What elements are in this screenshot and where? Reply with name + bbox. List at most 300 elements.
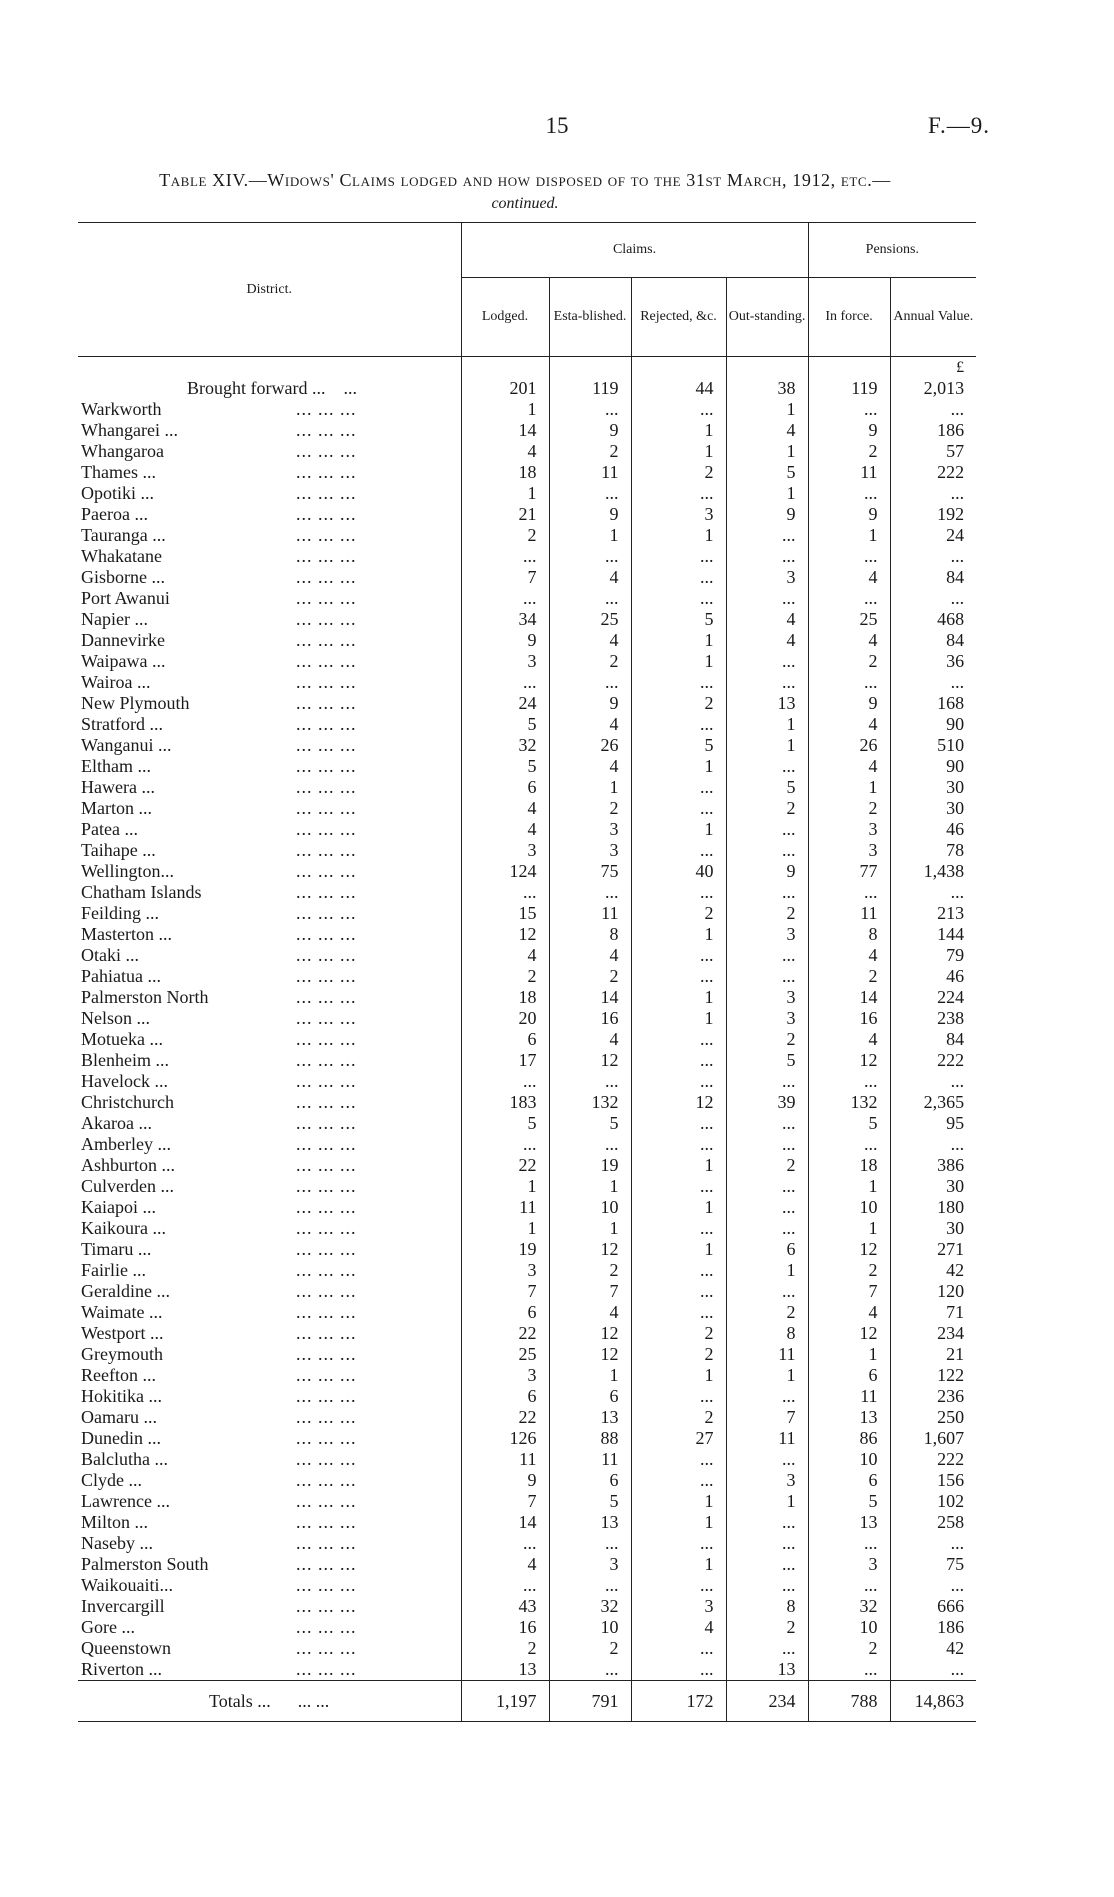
- table-row: [78, 798, 976, 819]
- total-established: 791: [549, 1681, 631, 1722]
- leader-dots: ... ... ...: [296, 651, 357, 671]
- totals-label: Totals ...: [209, 1691, 271, 1711]
- leader-dots: ... ... ...: [296, 819, 357, 839]
- district-name: Kaiapoi ...: [81, 1197, 156, 1217]
- table-row: [78, 861, 976, 882]
- rejected-cell: 40: [631, 861, 726, 882]
- established-cell: 12: [549, 1239, 631, 1260]
- rejected-cell: 1: [631, 630, 726, 651]
- outstanding-cell: 4: [726, 420, 808, 441]
- in-force-cell: 6: [808, 1470, 890, 1491]
- in-force-cell: ...: [808, 882, 890, 903]
- established-cell: 6: [549, 1470, 631, 1491]
- established-cell: 88: [549, 1428, 631, 1449]
- outstanding-cell: ...: [726, 1134, 808, 1155]
- lodged-cell: 7: [461, 567, 549, 588]
- rejected-cell: 4: [631, 1617, 726, 1638]
- in-force-cell: 6: [808, 1365, 890, 1386]
- annual-value-cell: 42: [946, 1638, 965, 1658]
- outstanding-cell: 2: [726, 1617, 808, 1638]
- outstanding-cell: ...: [726, 1113, 808, 1134]
- established-cell: 13: [549, 1407, 631, 1428]
- in-force-cell: 1: [808, 1218, 890, 1239]
- outstanding-cell: ...: [726, 1197, 808, 1218]
- bf-rejected: 44: [631, 378, 726, 399]
- lodged-cell: 12: [461, 924, 549, 945]
- in-force-header: In force.: [808, 278, 890, 357]
- rejected-cell: ...: [631, 1302, 726, 1323]
- leader-dots: ... ... ...: [296, 798, 357, 818]
- annual-value-cell: 222: [937, 1449, 965, 1469]
- table-row: [78, 1113, 976, 1134]
- rejected-cell: 1: [631, 756, 726, 777]
- established-cell: 2: [549, 651, 631, 672]
- table-row: [78, 756, 976, 777]
- established-cell: ...: [549, 399, 631, 420]
- leader-dots: ... ... ...: [296, 420, 357, 440]
- table-row: [78, 1029, 976, 1050]
- district-name: Wellington...: [81, 861, 175, 881]
- leader-dots: ... ... ...: [296, 525, 357, 545]
- leader-dots: ... ... ...: [296, 1029, 357, 1049]
- in-force-cell: 3: [808, 840, 890, 861]
- outstanding-cell: ...: [726, 546, 808, 567]
- district-name: Clyde ...: [81, 1470, 142, 1490]
- in-force-cell: 4: [808, 756, 890, 777]
- rejected-cell: ...: [631, 1050, 726, 1071]
- leader-dots: ... ... ...: [296, 1176, 357, 1196]
- annual-value-cell: ...: [950, 672, 965, 692]
- rejected-cell: ...: [631, 1281, 726, 1302]
- table-row: [78, 588, 976, 609]
- outstanding-cell: 5: [726, 1050, 808, 1071]
- annual-value-cell: ...: [950, 1071, 965, 1091]
- leader-dots: ... ... ...: [296, 1050, 357, 1070]
- in-force-cell: 7: [808, 1281, 890, 1302]
- established-cell: 6: [549, 1386, 631, 1407]
- leader-dots: ... ...: [297, 1691, 330, 1711]
- lodged-cell: ...: [461, 588, 549, 609]
- lodged-cell: 6: [461, 777, 549, 798]
- table-row: [78, 819, 976, 840]
- table-row: [78, 1512, 976, 1533]
- established-cell: 3: [549, 1554, 631, 1575]
- leader-dots: ... ... ...: [296, 1470, 357, 1490]
- in-force-cell: 4: [808, 567, 890, 588]
- in-force-cell: 11: [808, 462, 890, 483]
- leader-dots: ... ... ...: [296, 1575, 357, 1595]
- established-cell: 7: [549, 1281, 631, 1302]
- annual-value-cell: 180: [937, 1197, 965, 1217]
- lodged-cell: 7: [461, 1281, 549, 1302]
- widows-claims-table: [78, 222, 976, 1722]
- total-rejected: 172: [631, 1681, 726, 1722]
- outstanding-cell: ...: [726, 840, 808, 861]
- annual-value-cell: ...: [950, 1659, 965, 1679]
- leader-dots: ... ... ...: [296, 1512, 357, 1532]
- table-row: [78, 1449, 976, 1470]
- brought-forward-label: Brought forward ...: [187, 378, 326, 398]
- bf-outstanding: 38: [726, 378, 808, 399]
- leader-dots: ... ... ...: [296, 945, 357, 965]
- outstanding-cell: 5: [726, 462, 808, 483]
- annual-value-cell: 168: [937, 693, 965, 713]
- in-force-cell: ...: [808, 1575, 890, 1596]
- lodged-cell: ...: [461, 1575, 549, 1596]
- in-force-cell: 26: [808, 735, 890, 756]
- established-cell: 12: [549, 1050, 631, 1071]
- table-row: [78, 546, 976, 567]
- rejected-cell: ...: [631, 714, 726, 735]
- lodged-cell: 25: [461, 1344, 549, 1365]
- leader-dots: ... ... ...: [296, 1638, 357, 1658]
- district-name: Eltham ...: [81, 756, 151, 776]
- lodged-cell: 11: [461, 1449, 549, 1470]
- outstanding-cell: ...: [726, 1533, 808, 1554]
- established-cell: 2: [549, 441, 631, 462]
- district-name: Feilding ...: [81, 903, 160, 923]
- table-row: [78, 1239, 976, 1260]
- table-row: [78, 1344, 976, 1365]
- in-force-cell: ...: [808, 1659, 890, 1681]
- in-force-cell: 4: [808, 714, 890, 735]
- established-cell: 4: [549, 1029, 631, 1050]
- established-cell: 2: [549, 798, 631, 819]
- rejected-cell: 1: [631, 1197, 726, 1218]
- outstanding-cell: ...: [726, 945, 808, 966]
- document-reference: F.—9.: [928, 113, 990, 138]
- in-force-cell: ...: [808, 1134, 890, 1155]
- outstanding-header: Out-standing.: [726, 278, 808, 357]
- leader-dots: ... ... ...: [296, 1113, 357, 1133]
- district-name: Tauranga ...: [81, 525, 166, 545]
- in-force-cell: 9: [808, 693, 890, 714]
- annual-value-cell: 30: [946, 777, 965, 797]
- lodged-cell: 126: [461, 1428, 549, 1449]
- rejected-cell: ...: [631, 1218, 726, 1239]
- established-cell: ...: [549, 483, 631, 504]
- table-row: [78, 1134, 976, 1155]
- outstanding-cell: ...: [726, 756, 808, 777]
- district-name: Blenheim ...: [81, 1050, 169, 1070]
- rejected-cell: ...: [631, 483, 726, 504]
- table-row: [78, 1491, 976, 1512]
- district-name: Naseby ...: [81, 1533, 153, 1553]
- lodged-cell: 1: [461, 1176, 549, 1197]
- rejected-cell: 2: [631, 462, 726, 483]
- lodged-cell: 3: [461, 1260, 549, 1281]
- district-name: Amberley ...: [81, 1134, 171, 1154]
- lodged-cell: 4: [461, 798, 549, 819]
- rejected-cell: ...: [631, 966, 726, 987]
- in-force-cell: 4: [808, 1302, 890, 1323]
- table-row: [78, 840, 976, 861]
- rejected-cell: 2: [631, 903, 726, 924]
- rejected-cell: ...: [631, 1260, 726, 1281]
- in-force-cell: 2: [808, 966, 890, 987]
- claims-group-header: Claims.: [461, 223, 808, 278]
- annual-value-cell: ...: [950, 546, 965, 566]
- leader-dots: ... ... ...: [296, 1407, 357, 1427]
- annual-value-cell: 1,438: [923, 861, 965, 881]
- district-name: Thames ...: [81, 462, 156, 482]
- in-force-cell: 1: [808, 525, 890, 546]
- district-name: Reefton ...: [81, 1365, 156, 1385]
- district-name: Pahiatua ...: [81, 966, 161, 986]
- in-force-cell: 1: [808, 1176, 890, 1197]
- leader-dots: ... ... ...: [296, 1302, 357, 1322]
- outstanding-cell: 2: [726, 798, 808, 819]
- rejected-header: Rejected, &c.: [631, 278, 726, 357]
- lodged-cell: 15: [461, 903, 549, 924]
- in-force-cell: 10: [808, 1617, 890, 1638]
- outstanding-cell: ...: [726, 1176, 808, 1197]
- leader-dots: ... ... ...: [296, 630, 357, 650]
- outstanding-cell: 2: [726, 903, 808, 924]
- lodged-cell: 18: [461, 987, 549, 1008]
- district-name: Kaikoura ...: [81, 1218, 166, 1238]
- rejected-cell: ...: [631, 1659, 726, 1681]
- leader-dots: ... ... ...: [296, 882, 357, 902]
- leader-dots: ... ... ...: [296, 1491, 357, 1511]
- lodged-cell: 4: [461, 1554, 549, 1575]
- in-force-cell: 12: [808, 1239, 890, 1260]
- annual-value-cell: ...: [950, 1575, 965, 1595]
- leader-dots: ... ... ...: [296, 462, 357, 482]
- rejected-cell: ...: [631, 1029, 726, 1050]
- table-row: [78, 903, 976, 924]
- rejected-cell: 1: [631, 819, 726, 840]
- table-row: [78, 1008, 976, 1029]
- leader-dots: ... ... ...: [296, 1218, 357, 1238]
- leader-dots: ... ... ...: [296, 588, 357, 608]
- lodged-cell: 11: [461, 1197, 549, 1218]
- rejected-cell: 12: [631, 1092, 726, 1113]
- rejected-cell: 1: [631, 987, 726, 1008]
- table-row: [78, 1428, 976, 1449]
- in-force-cell: 11: [808, 903, 890, 924]
- annual-value-cell: 213: [937, 903, 965, 923]
- table-title: Table XIV.—Widows' Claims lodged and how disposed of to the 31st March, 1912, etc.—: [159, 170, 891, 190]
- outstanding-cell: 1: [726, 1260, 808, 1281]
- outstanding-cell: 3: [726, 987, 808, 1008]
- rejected-cell: 3: [631, 1596, 726, 1617]
- lodged-cell: 4: [461, 441, 549, 462]
- established-cell: ...: [549, 1575, 631, 1596]
- established-cell: 32: [549, 1596, 631, 1617]
- established-cell: 132: [549, 1092, 631, 1113]
- lodged-cell: ...: [461, 1533, 549, 1554]
- outstanding-cell: 9: [726, 504, 808, 525]
- district-name: Dunedin ...: [81, 1428, 161, 1448]
- annual-value-cell: 42: [946, 1260, 965, 1280]
- lodged-cell: 3: [461, 840, 549, 861]
- table-row: [78, 1050, 976, 1071]
- table-subtitle: continued.: [491, 195, 559, 212]
- table-row: [78, 1197, 976, 1218]
- leader-dots: ... ... ...: [296, 1071, 357, 1091]
- district-name: Motueka ...: [81, 1029, 163, 1049]
- rejected-cell: 2: [631, 1344, 726, 1365]
- established-cell: 5: [549, 1113, 631, 1134]
- in-force-cell: ...: [808, 1071, 890, 1092]
- annual-value-cell: 84: [946, 567, 965, 587]
- district-name: Waipawa ...: [81, 651, 166, 671]
- brought-forward-row: [78, 378, 976, 399]
- lodged-cell: ...: [461, 1134, 549, 1155]
- in-force-cell: 4: [808, 945, 890, 966]
- rejected-cell: ...: [631, 945, 726, 966]
- district-name: Taihape ...: [81, 840, 156, 860]
- in-force-cell: 86: [808, 1428, 890, 1449]
- table-row: [78, 1365, 976, 1386]
- annual-value-cell: 238: [937, 1008, 965, 1028]
- leader-dots: ... ... ...: [296, 483, 357, 503]
- leader-dots: ... ... ...: [296, 1260, 357, 1280]
- annual-value-cell: ...: [950, 882, 965, 902]
- established-cell: 1: [549, 777, 631, 798]
- established-cell: 13: [549, 1512, 631, 1533]
- rejected-cell: 1: [631, 525, 726, 546]
- rejected-cell: 5: [631, 609, 726, 630]
- leader-dots: ... ... ...: [296, 840, 357, 860]
- in-force-cell: 14: [808, 987, 890, 1008]
- rejected-cell: 3: [631, 504, 726, 525]
- lodged-cell: 34: [461, 609, 549, 630]
- in-force-cell: 2: [808, 1260, 890, 1281]
- rejected-cell: 5: [631, 735, 726, 756]
- in-force-cell: 4: [808, 1029, 890, 1050]
- district-name: Greymouth: [81, 1344, 163, 1364]
- district-name: Havelock ...: [81, 1071, 168, 1091]
- rejected-cell: 1: [631, 441, 726, 462]
- established-cell: ...: [549, 588, 631, 609]
- district-name: Culverden ...: [81, 1176, 174, 1196]
- lodged-cell: 1: [461, 483, 549, 504]
- rejected-cell: ...: [631, 1533, 726, 1554]
- established-cell: ...: [549, 1659, 631, 1681]
- table-row: [78, 1533, 976, 1554]
- established-cell: 12: [549, 1344, 631, 1365]
- annual-value-cell: ...: [950, 588, 965, 608]
- table-row: [78, 987, 976, 1008]
- table-row: [78, 777, 976, 798]
- district-name: Marton ...: [81, 798, 152, 818]
- annual-value-cell: 224: [937, 987, 965, 1007]
- leader-dots: ... ... ...: [296, 693, 357, 713]
- table-row: [78, 462, 976, 483]
- established-cell: 2: [549, 1260, 631, 1281]
- outstanding-cell: 1: [726, 399, 808, 420]
- rejected-cell: ...: [631, 1071, 726, 1092]
- annual-value-cell: 30: [946, 1176, 965, 1196]
- total-lodged: 1,197: [461, 1681, 549, 1722]
- district-name: Ashburton ...: [81, 1155, 175, 1175]
- rejected-cell: ...: [631, 1134, 726, 1155]
- in-force-cell: 1: [808, 1344, 890, 1365]
- established-cell: 2: [549, 966, 631, 987]
- annual-value-cell: 95: [946, 1113, 965, 1133]
- outstanding-cell: 2: [726, 1155, 808, 1176]
- table-row: [78, 1596, 976, 1617]
- annual-value-cell: 250: [937, 1407, 965, 1427]
- rejected-cell: ...: [631, 567, 726, 588]
- leader-dots: ... ... ...: [296, 1659, 357, 1679]
- outstanding-cell: ...: [726, 1071, 808, 1092]
- annual-value-cell: 78: [946, 840, 965, 860]
- established-cell: ...: [549, 546, 631, 567]
- leader-dots: ... ... ...: [296, 1155, 357, 1175]
- bf-lodged: 201: [461, 378, 549, 399]
- district-name: Masterton ...: [81, 924, 172, 944]
- established-cell: 4: [549, 630, 631, 651]
- district-name: Waimate ...: [81, 1302, 163, 1322]
- leader-dots: ... ... ...: [296, 1344, 357, 1364]
- table-row: [78, 1071, 976, 1092]
- rejected-cell: ...: [631, 1113, 726, 1134]
- annual-value-cell: 271: [937, 1239, 965, 1259]
- annual-value-cell: 75: [946, 1554, 965, 1574]
- established-cell: 2: [549, 1638, 631, 1659]
- annual-value-cell: 84: [946, 630, 965, 650]
- outstanding-cell: 9: [726, 861, 808, 882]
- rejected-cell: ...: [631, 1470, 726, 1491]
- total-outstanding: 234: [726, 1681, 808, 1722]
- in-force-cell: ...: [808, 672, 890, 693]
- outstanding-cell: ...: [726, 1218, 808, 1239]
- annual-value-cell: 46: [946, 966, 965, 986]
- district-name: Milton ...: [81, 1512, 149, 1532]
- bf-in-force: 119: [808, 378, 890, 399]
- table-row: [78, 1260, 976, 1281]
- leader-dots: ... ... ...: [296, 1428, 357, 1448]
- leader-dots: ...: [343, 378, 357, 398]
- annual-value-cell: 102: [937, 1491, 965, 1511]
- rejected-cell: ...: [631, 798, 726, 819]
- table-row: [78, 735, 976, 756]
- rejected-cell: 2: [631, 1323, 726, 1344]
- district-name: Patea ...: [81, 819, 138, 839]
- established-cell: 1: [549, 525, 631, 546]
- in-force-cell: 25: [808, 609, 890, 630]
- table-row: [78, 1386, 976, 1407]
- district-name: Gore ...: [81, 1617, 135, 1637]
- established-cell: 11: [549, 1449, 631, 1470]
- lodged-cell: 18: [461, 462, 549, 483]
- annual-value-cell: 84: [946, 1029, 965, 1049]
- established-header: Esta-blished.: [549, 278, 631, 357]
- in-force-cell: 3: [808, 819, 890, 840]
- annual-value-cell: 144: [937, 924, 965, 944]
- in-force-cell: 3: [808, 1554, 890, 1575]
- lodged-cell: 20: [461, 1008, 549, 1029]
- annual-value-cell: 71: [946, 1302, 965, 1322]
- table-row: [78, 672, 976, 693]
- in-force-cell: 13: [808, 1512, 890, 1533]
- annual-value-cell: 90: [946, 714, 965, 734]
- district-name: Chatham Islands: [81, 882, 202, 902]
- table-row: [78, 924, 976, 945]
- outstanding-cell: 8: [726, 1596, 808, 1617]
- district-name: Whakatane: [81, 546, 162, 566]
- established-cell: 5: [549, 1491, 631, 1512]
- in-force-cell: 10: [808, 1449, 890, 1470]
- established-cell: 16: [549, 1008, 631, 1029]
- lodged-cell: 13: [461, 1659, 549, 1681]
- outstanding-cell: 6: [726, 1239, 808, 1260]
- leader-dots: ... ... ...: [296, 441, 357, 461]
- lodged-cell: 2: [461, 1638, 549, 1659]
